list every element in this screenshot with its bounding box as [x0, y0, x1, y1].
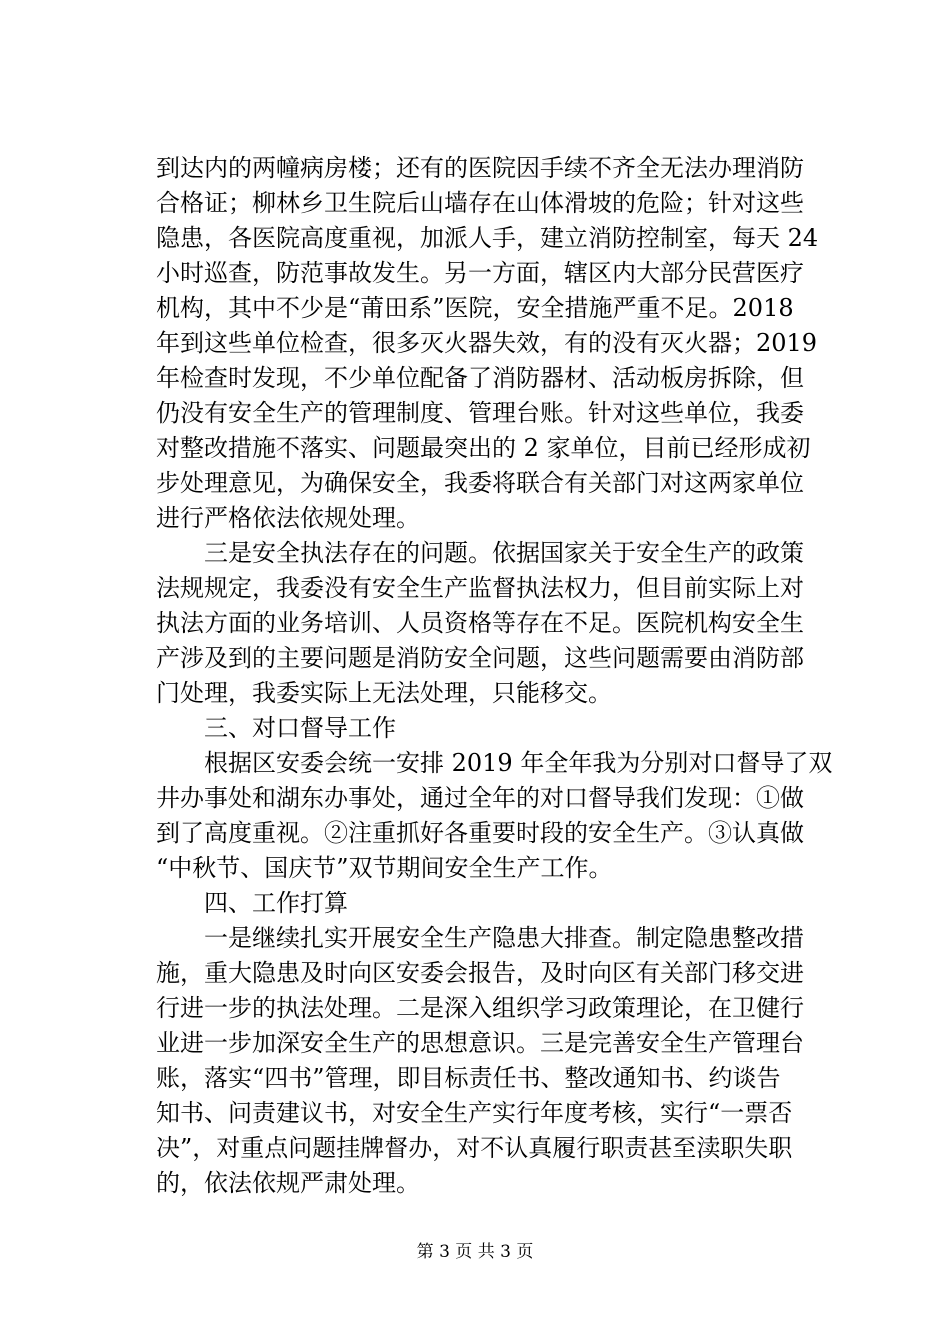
text-line: 小时巡查，防范事故发生。另一方面，辖区内大部分民营医疗 — [156, 259, 804, 287]
text-line: 进行严格依法依规处理。 — [156, 504, 420, 532]
text-line: 账，落实“四书”管理，即目标责任书、整改通知书、约谈告 — [156, 1064, 781, 1092]
text-line: 施，重大隐患及时向区安委会报告，及时向区有关部门移交进 — [156, 959, 804, 987]
text-line: 对整改措施不落实、问题最突出的 2 家单位，目前已经形成初 — [156, 434, 811, 462]
text-line: 业进一步加深安全生产的思想意识。三是完善安全生产管理台 — [156, 1029, 804, 1057]
section-heading: 三、对口督导工作 — [156, 714, 396, 742]
text-line: 根据区安委会统一安排 2019 年全年我为分别对口督导了双 — [156, 749, 833, 777]
text-line: 隐患，各医院高度重视，加派人手，建立消防控制室，每天 24 — [156, 224, 819, 252]
text-line: 知书、问责建议书，对安全生产实行年度考核，实行“一票否 — [156, 1099, 793, 1127]
text-line: 法规规定，我委没有安全生产监督执法权力，但目前实际上对 — [156, 574, 804, 602]
text-line: 三是安全执法存在的问题。依据国家关于安全生产的政策 — [156, 539, 804, 567]
page-footer — [0, 1241, 950, 1263]
text-line: 步处理意见，为确保安全，我委将联合有关部门对这两家单位 — [156, 469, 804, 497]
text-line: 合格证；柳林乡卫生院后山墙存在山体滑坡的危险；针对这些 — [156, 189, 804, 217]
text-line: 门处理，我委实际上无法处理，只能移交。 — [156, 679, 612, 707]
section-heading: 四、工作打算 — [156, 889, 348, 917]
text-line: 仍没有安全生产的管理制度、管理台账。针对这些单位，我委 — [156, 399, 804, 427]
text-line: 决”，对重点问题挂牌督办，对不认真履行职责甚至渎职失职 — [156, 1134, 793, 1162]
text-line: 到了高度重视。②注重抓好各重要时段的安全生产。③认真做 — [156, 819, 804, 847]
document-body — [156, 151, 846, 1201]
text-line: 一是继续扎实开展安全生产隐患大排查。制定隐患整改措 — [156, 924, 804, 952]
text-line: 机构，其中不少是“莆田系”医院，安全措施严重不足。2018 — [156, 294, 794, 322]
text-line: 行进一步的执法处理。二是深入组织学习政策理论，在卫健行 — [156, 994, 804, 1022]
page-number: 第 3 页 共 3 页 — [416, 1242, 534, 1262]
text-line: 的，依法依规严肃处理。 — [156, 1169, 420, 1197]
text-line: 年到这些单位检查，很多灭火器失效，有的没有灭火器；2019 — [156, 329, 818, 357]
body-text — [156, 151, 846, 1201]
text-line: 产涉及到的主要问题是消防安全问题，这些问题需要由消防部 — [156, 644, 804, 672]
text-line: “中秋节、国庆节”双节期间安全生产工作。 — [156, 854, 613, 882]
text-line: 到达内的两幢病房楼；还有的医院因手续不齐全无法办理消防 — [156, 154, 804, 182]
text-line: 执法方面的业务培训、人员资格等存在不足。医院机构安全生 — [156, 609, 804, 637]
text-line: 井办事处和湖东办事处，通过全年的对口督导我们发现：①做 — [156, 784, 804, 812]
text-line: 年检查时发现，不少单位配备了消防器材、活动板房拆除，但 — [156, 364, 804, 392]
